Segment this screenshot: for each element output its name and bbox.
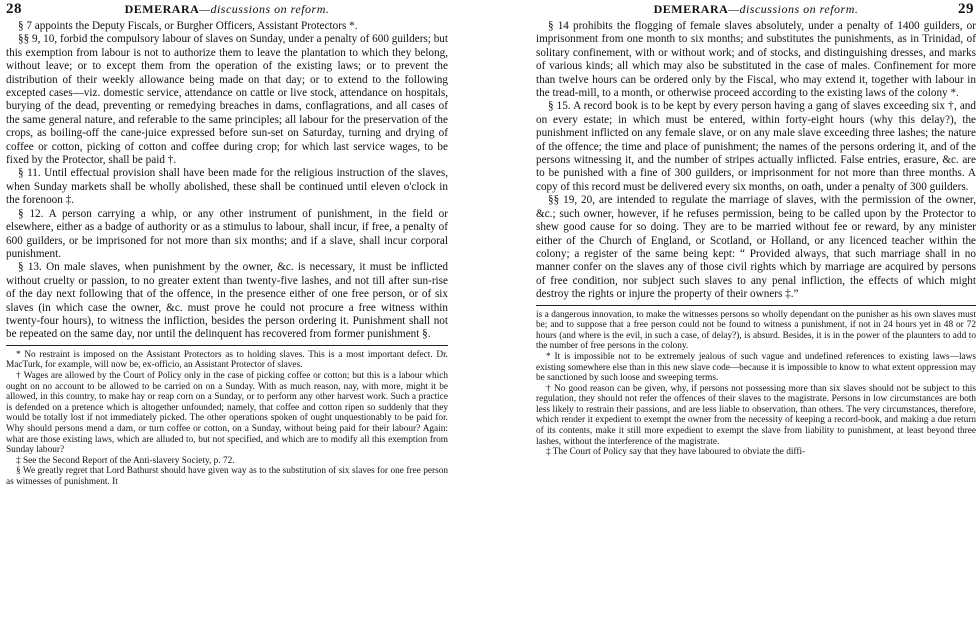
running-head-main: DEMERARA <box>124 2 200 16</box>
footnote-continuation: is a dangerous innovation, to make the witnesses persons so wholly dependant on the punisher as his own slaves must be; and to suppose that a free person could not be found to witness a punishment, if not in 24 hours yet in 48 or 72 hours (and where is the evil, in such a case, of delay?), is absurd. Besides, it is in the power of the plaunters to add to the number of free persons in the colony. <box>536 309 976 352</box>
footnote: ‡ The Court of Policy say that they have laboured to obviate the diffi- <box>546 447 806 458</box>
paragraph: §§ 9, 10, forbid the compulsory labour of slaves on Sunday, under a penalty of 600 guilders; but this exemption from labour is not to authorize them to leave the plantation to which they belong, without leave; or to except them from the operation of the existing laws; or to prevent the distribution of their weekly allowance being made on that day; or to extend to the following excepted cases—viz. domestic service, attendance on cattle or live stock, attendance on hospitals, burying of the dead, preventing or remedying breaches in dams, conflagrations, and all cases of the same general nature, and referable to the same principles; all labour for the preservation of the crops, as boiling-off the cane-juice expressed before sun-set on Saturday, turning and drying of coffee or cotton, picking of cotton and coffee during crop; for which last service wages, to be fixed by the Protector, shall be paid †. <box>6 33 448 167</box>
page-number: 29 <box>958 1 974 17</box>
running-head-sub: —discussions on reform. <box>199 2 330 16</box>
running-head-title <box>125 2 330 16</box>
running-head <box>536 0 976 18</box>
footnote: † Wages are allowed by the Court of Policy only in the case of picking coffee or cotton; but this is a labour which ought on no account to be allowed to be carried on on a Sunday. With as much reason, nay, with more, might it be allowed, in this country, to make hay or reap corn on a Sunday, or to perform any other harvest work. Such a practice is defended on a pretence which is altogether unfounded; namely, that coffee and cotton ripen so suddenly that they would be totally lost if not immediately picked. The other operations spoken of ought unquestionably to be paid for. Why should persons mend a dam, or turn coffee or cotton, on a Sunday, without being paid for their labour? Again: what are those existing laws, which are alluded to, but not specified, and which are to modify all this exemption from Sunday labour? <box>6 370 448 456</box>
paragraph: § 15. A record book is to be kept by every person having a gang of slaves exceeding six †, and on every estate; in which must be entered, within forty-eight hours (why this delay?), the punishment inflicted on any female slave, or on any male slave exceeding three lashes; the nature of the offence; the time and place of punishment; the names of the persons ordering it, and of the persons witnessing it, and the number of stripes actually inflicted. False entries, erasure, &c. are to be punished with a fine of 300 guilders, or imprisonment for not more than three months. A copy of this record must be delivered every six months, on oath, under a penalty of 300 guilders. <box>536 100 976 193</box>
book-gutter <box>456 0 528 634</box>
paragraph: § 12. A person carrying a whip, or any other instrument of punishment, in the field or elsewhere, either as a badge of authority or as a stimulus to labour, shall incur, if free, a penalty of 600 guilders, or be imprisoned for not more than six months; and if a slave, shall incur corporal punishment. <box>6 207 448 260</box>
footnote-divider <box>6 345 448 346</box>
footnote: * No restraint is imposed on the Assistant Protectors as to holding slaves. This is a most important defect. Dr. MacTurk, for example, will now be, ex-officio, an Assistant Protector of slaves. <box>6 349 448 371</box>
footnotes <box>536 310 976 458</box>
footnote-divider <box>536 305 976 306</box>
footnote: * It is impossible not to be extremely jealous of such vague and undefined references to existing laws—laws existing somewhere else than in this new slave code—because it is impossible to know to what extent oppression may be sanctioned by such loose and sweeping terms. <box>536 351 976 384</box>
paragraph: § 7 appoints the Deputy Fiscals, or Burgher Officers, Assistant Protectors *. <box>18 20 358 32</box>
running-head-sub: —discussions on reform. <box>728 2 859 16</box>
footnote: ‡ See the Second Report of the Anti-slavery Society, p. 72. <box>16 455 235 466</box>
left-page <box>0 0 456 634</box>
paragraph: § 14 prohibits the flogging of female slaves absolutely, under a penalty of 1400 guilders, or imprisonment from one month to six months; and substitutes the punishments, as in Trinidad, of solitary confinement, with or without work; and of stocks, and distinguishing dresses, and marks of various kinds; all which may also be substituted in the case of males. Confinement for more than twelve hours can be ordered only by the Fiscal, who may extend it, together with labour in the tread-mill, to a month, or otherwise proceed according to the existing laws of the colony *. <box>536 20 976 100</box>
page-number: 28 <box>6 1 22 17</box>
footnotes <box>6 350 448 488</box>
running-head <box>6 0 448 18</box>
running-head-title <box>654 2 859 16</box>
paragraph: § 11. Until effectual provision shall have been made for the religious instruction of the slaves, when Sunday markets shall be wholly abolished, these shall be continued until eleven o'clock in the forenoon ‡. <box>6 167 448 207</box>
footnote: † No good reason can be given, why, if persons not possessing more than six slaves should not be subject to this regulation, they should not refer the offences of their slaves to the magistrate. Persons in low circumstances are both less likely to restrain their passions, and are less liable to observation, than others. The very circumstances, therefore, which render it expedient to exempt the owner from the necessity of keeping a record-book, and making a due return of its contents, make it still more expedient to exempt the slave from liability to punishment, at least beyond three lashes, without the interference of the magistrate. <box>536 383 976 447</box>
running-head-main: DEMERARA <box>653 2 729 16</box>
body-text <box>6 20 448 342</box>
paragraph: §§ 19, 20, are intended to regulate the marriage of slaves, with the permission of the owner, &c.; such owner, however, if he refuses permission, being to be called upon by the Protector to shew good cause for so doing. They are to be married without fee or reward, by any minister either of the Church of England, or Scotland, or Holland, or any licenced teacher within the colony; a register of the same being kept: “ Provided always, that such marriage shall in no manner confer on the slaves any of those civil rights which by marriage are acquired by persons of free condition, nor subject such slaves to any penal infliction, the effects of which might destroy the rights or injure the property of their owners ‡.” <box>536 194 976 301</box>
paragraph: § 13. On male slaves, when punishment by the owner, &c. is necessary, it must be inflicted without cruelty or passion, to no greater extent than twenty-five lashes, and not till after sun-rise of the day next following that of the offence, in the presence either of one free person, or of six slaves (in which case the owner, &c. must prove he could not procure a free witness within twenty-four hours), to witness the infliction, besides the person ordering it. Punishment shall not be repeated on the same day, nor until the delinquent has recovered from former punishment §. <box>6 261 448 341</box>
footnote: § We greatly regret that Lord Bathurst should have given way as to the substitution of six slaves for one free person as witnesses of punishment. It <box>6 466 448 487</box>
right-page <box>528 0 980 634</box>
body-text <box>536 20 976 302</box>
